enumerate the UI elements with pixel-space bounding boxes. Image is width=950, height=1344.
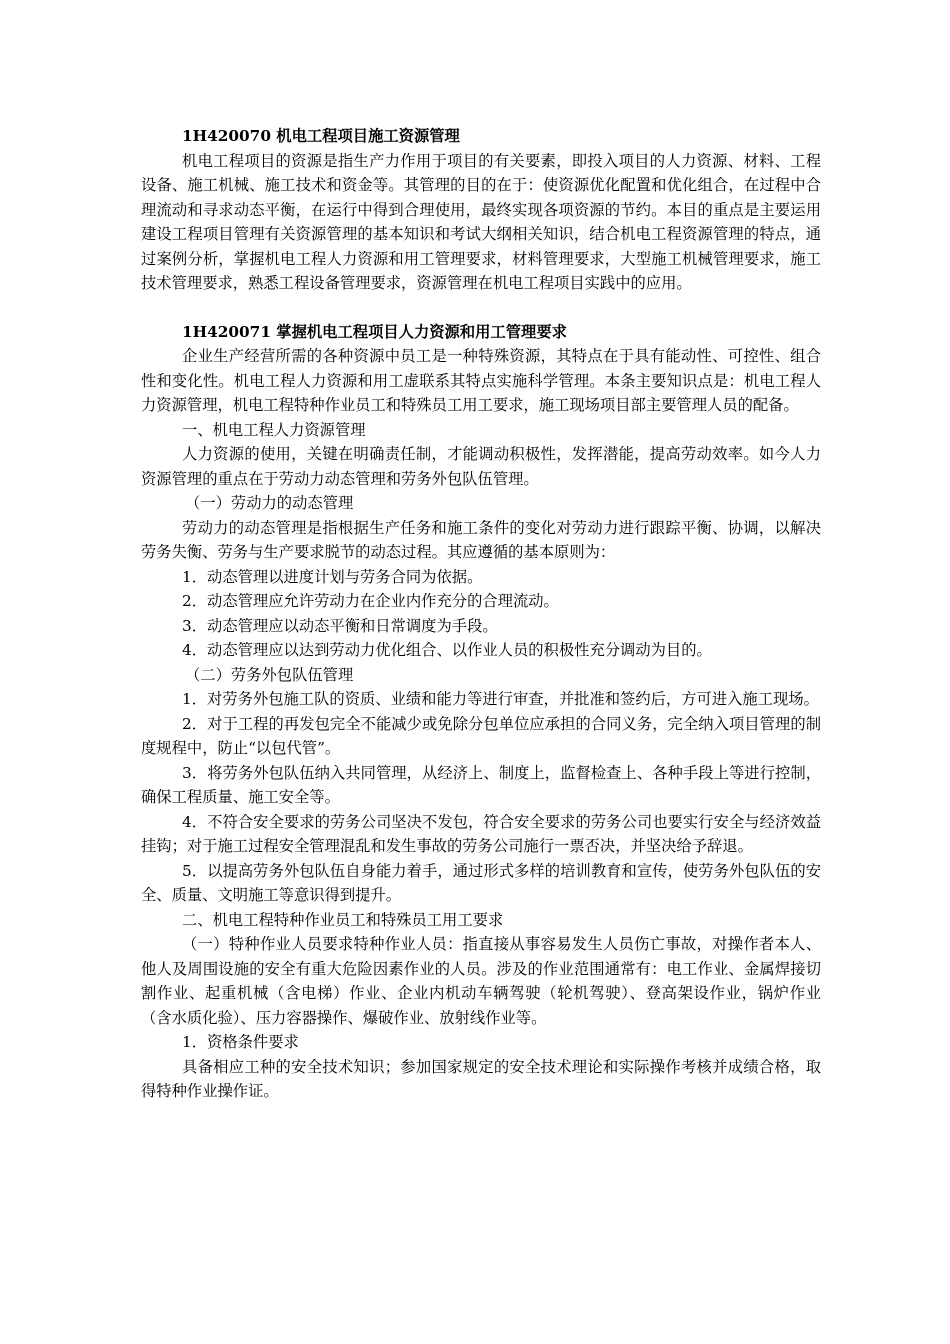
part2-title: 二、机电工程特种作业员工和特殊员工用工要求 [182,910,504,929]
part2-paragraph: （一）特种作业人员要求特种作业人员：指直接从事容易发生人员伤亡事故，对操作者本人、他人及周围设施的安全有重大危险因素作业的人员。涉及的作业范围通常有：电工作业、金属焊接切割作业、起重机械（含电梯）作业、企业内机动车辆驾驶（轮机驾驶）、登高架设作业，锅炉作业（含水质化验）、压力容器操作、爆破作业、放射线作业等。 [141,935,821,1027]
spacer [141,296,821,320]
list-item: 3．动态管理应以动态平衡和日常调度为手段。 [182,616,498,635]
list-item: 2．动态管理应允许劳动力在企业内作充分的合理流动。 [182,592,559,610]
requirement-paragraph: 具备相应工种的安全技术知识；参加国家规定的安全技术理论和实际操作考核并成绩合格，取得特种作业操作证。 [141,1057,821,1100]
intro-paragraph: 企业生产经营所需的各种资源中员工是一种特殊资源，其特点在于具有能动性、可控性、组合性和变化性。机电工程人力资源和用工虚联系其特点实施科学管理。本条主要知识点是：机电工程人力资源管理，机电工程特种作业员工和特殊员工用工要求，施工现场项目部主要管理人员的配备。 [141,347,821,414]
part1-paragraph: 人力资源的使用，关键在明确责任制，才能调动积极性，发挥潜能，提高劳动效率。如今人力资源管理的重点在于劳动力动态管理和劳务外包队伍管理。 [141,445,821,488]
section-paragraph: 机电工程项目的资源是指生产力作用于项目的有关要素，即投入项目的人力资源、材料、工程设备、施工机械、施工技术和资金等。其管理的目的在于：使资源优化配置和优化组合，在过程中合理流动和寻求动态平衡，在运行中得到合理使用，最终实现各项资源的节约。本目的重点是主要运用建设工程项目管理有关资源管理的基本知识和考试大纲相关知识，结合机电工程资源管理的特点，通过案例分析，掌握机电工程人力资源和用工管理要求，材料管理要求，大型施工机械管理要求，施工技术管理要求，熟悉工程设备管理要求，资源管理在机电工程项目实践中的应用。 [141,151,821,292]
section-heading-1h420071: 1H420071 掌握机电工程项目人力资源和用工管理要求 [182,322,567,341]
list-item: 1．对劳务外包施工队的资质、业绩和能力等进行审查，并批准和签约后，方可进入施工现场。 [182,690,819,708]
part1-title: 一、机电工程人力资源管理 [182,420,366,439]
list-item: 1．动态管理以进度计划与劳务合同为依据。 [182,567,483,586]
sub1-title: （一）劳动力的动态管理 [185,494,354,512]
sub2-title: （二）劳务外包队伍管理 [185,665,354,684]
document-page [141,124,821,1104]
requirement-title: 1．资格条件要求 [182,1033,299,1051]
list-item: 4．动态管理应以达到劳动力优化组合、以作业人员的积极性充分调动为目的。 [182,641,712,659]
list-item: 3．将劳务外包队伍纳入共同管理，从经济上、制度上，监督检查上、各种手段上等进行控制，确保工程质量、施工安全等。 [141,763,821,806]
list-item: 2．对于工程的再发包完全不能减少或免除分包单位应承担的合同义务，完全纳入项目管理的制度规程中，防止“以包代管”。 [141,714,821,757]
list-item: 4．不符合安全要求的劳务公司坚决不发包，符合安全要求的劳务公司也要实行安全与经济效益挂钩；对于施工过程安全管理混乱和发生事故的劳务公司施行一票否决，并坚决给予辞退。 [141,812,821,855]
section-heading-1h420070: 1H420070 机电工程项目施工资源管理 [182,127,460,145]
sub1-paragraph: 劳动力的动态管理是指根据生产任务和施工条件的变化对劳动力进行跟踪平衡、协调，以解决劳务失衡、劳务与生产要求脱节的动态过程。其应遵循的基本原则为： [141,518,821,561]
list-item: 5．以提高劳务外包队伍自身能力着手，通过形式多样的培训教育和宣传，使劳务外包队伍的安全、质量、文明施工等意识得到提升。 [141,861,821,904]
